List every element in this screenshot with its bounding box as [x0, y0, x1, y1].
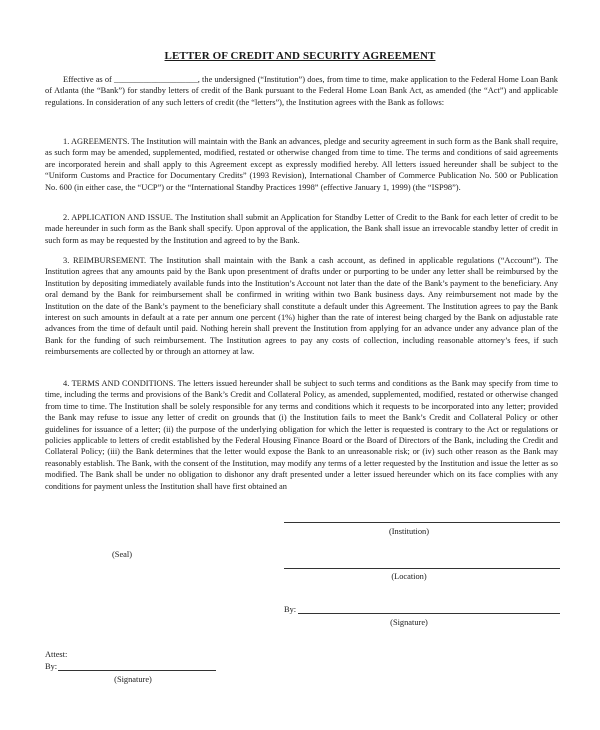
section-body: The letters issued hereunder shall be subject to such terms and conditions as the Bank may specify from time to time, including the terms and provisions of the Bank’s Credit and Collateral Policy, as amended, supplemented, modified, restated or otherwise changed from time to time. The Institution shall be solely responsible for any terms and conditions which it requests to be incorporated into any letter; provided the Bank may refuse to issue any letter of credit on grounds that (i) the Institution fails to meet the Bank’s Credit and Collateral Policy or other guidelines for issuance of a letter; (ii) the purpose of the underlying obligation for which the letter is requested is contrary to the Act or regulations or policies applicable to letters of credit established by the Federal Housing Finance Board or the Board of Directors of the Bank, including the Credit and Collateral Policy; (iii) the Bank determines that the letter would expose the Bank to an unreasonable risk; or (iv) such other reason as the Bank may reasonably establish. The Bank, with the consent of the Institution, may modify any terms of a letter requested by the Institution and issue the letter as so modified. The Bank shall be under no obligation to dishonor any draft presented under a letter issued hereunder which on its face complies with any conditions for payment unless the Institution shall have first obtained an	[45, 379, 558, 491]
section-body: The Institution shall maintain with the Bank a cash account, as defined in applicable regulations (“Account”). The Institution agrees that any amounts paid by the Bank upon presentment of drafts under or purporting to be under any letter shall be reimbursed by the Institution by depositing immediately available funds into the Institution’s Account not later than the date of the Bank’s payment to the beneficiary. Any oral demand by the Bank for reimbursement shall be confirmed in writing within two Bank business days. Any reimbursement not made by the Institution on the date of the Bank’s payment to the beneficiary shall constitute a default under this Agreement. The Institution agrees to pay the Bank interest on such amounts in default at a rate per annum one percent (1%) higher than the rate of interest being charged by the Bank on adjustable rate advances from the time of default until paid. Nothing herein shall prevent the Institution from applying for an advance under any advance plan of the Bank for the funding of such reimbursement. The Institution agrees to pay any costs of collection, including reasonable attorney’s fees, if such reimbursements are collected by or through an attorney at law.	[45, 256, 558, 357]
institution-caption: (Institution)	[388, 527, 429, 536]
attest-signature-line	[58, 670, 216, 671]
section-heading: 2. APPLICATION AND ISSUE.	[63, 213, 173, 222]
intro-text: , the undersigned (“Institution”) does, from time to time, make application to the Federal Home Loan Bank of Atlanta (the “Bank”) for standby letters of credit of the Bank pursuant to the Federal Home Loan Bank Act, as amended (the “Act”) and applicable regulations. In consideration of any such letters of credit (the “letters”), the Institution agrees with the Bank as follows:	[45, 75, 558, 107]
signature-line	[298, 613, 560, 614]
intro-date-blank: ____________________	[114, 75, 198, 84]
section-heading: 4. TERMS AND CONDITIONS.	[63, 379, 176, 388]
signature-caption: (Signature)	[390, 618, 428, 627]
intro-effective-prefix: Effective as of	[63, 75, 115, 84]
section-agreements	[45, 136, 558, 193]
document-title: LETTER OF CREDIT AND SECURITY AGREEMENT	[164, 50, 436, 62]
attest-by-label: By:	[45, 662, 58, 671]
institution-signature-line	[284, 522, 560, 523]
section-application-and-issue	[45, 212, 558, 246]
section-heading: 3. REIMBURSEMENT.	[63, 256, 147, 265]
section-terms-and-conditions	[45, 378, 558, 492]
attest-label: Attest:	[45, 650, 68, 659]
attest-signature-caption: (Signature)	[114, 675, 152, 684]
seal-label: (Seal)	[112, 550, 132, 559]
by-label: By:	[284, 605, 297, 614]
section-body: The Institution shall submit an Application for Standby Letter of Credit to the Bank for each letter of credit to be made hereunder in such form as the Bank shall specify. Upon approval of the application, the Bank shall issue an irrevocable standby letter of credit in such form as may be requested by the Institution and agreed to by the Bank.	[45, 213, 558, 245]
intro-paragraph	[45, 74, 558, 108]
section-body: The Institution will maintain with the Bank an advances, pledge and security agreement in such form as the Bank shall require, as such form may be amended, supplemented, modified, restated or otherwise changed from time to time. The terms and conditions of said agreements are incorporated herein and shall apply to this Agreement except as expressly modified hereby. All letters issued hereunder shall be subject to the “Uniform Customs and Practice for Documentary Credits” (1993 Revision), International Chamber of Commerce Publication No. 500 or Publication No. 600 (in either case, the “UCP”) or the “International Standby Practices 1998” (effective January 1, 1999) (the “ISP98”).	[45, 137, 558, 192]
section-heading: 1. AGREEMENTS.	[63, 137, 130, 146]
section-reimbursement	[45, 255, 558, 358]
location-line	[284, 568, 560, 569]
location-caption: (Location)	[391, 572, 427, 581]
